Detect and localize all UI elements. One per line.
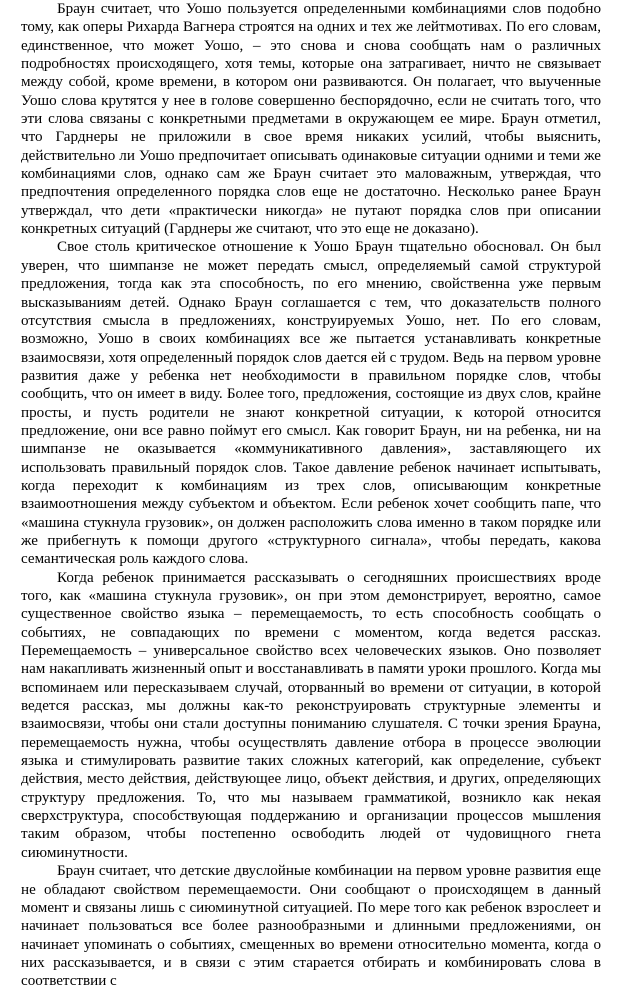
paragraph-2: Свое столь критическое отношение к Уошо Браун тщательно обосновал. Он был уверен, что шимпанзе не может передать смысл, определяемый самой структурой предложения, тогда как эта способность, по его мнению, свойственна уже первым высказываниям детей. Однако Браун соглашается с тем, что доказательств полного отсутствия смысла в предложениях, конструируемых Уошо, нет. По его словам, возможно, Уошо в своих комбинациях все же пытается устанавливать конкретные взаимосвязи, хотя определенный порядок слов дается ей с трудом. Ведь на первом уровне развития даже у ребенка нет необходимости в правильном порядке слов, чтобы сообщить, что он имеет в виду. Более того, предложения, состоящие из двух слов, крайне просты, и пусть родители не знают конкретной ситуации, к которой относится предложение, они все равно поймут его смысл. Как говорит Браун, ни на ребенка, ни на шимпанзе не оказывается «коммуникативного давления», заставляющего их использовать правильный порядок слов. Такое давление ребенок начинает испытывать, когда переходит к комбинациям из трех слов, описывающим конкретные взаимоотношения между субъектом и объектом. Если ребенок хочет сообщить папе, что «машина стукнула грузовик», он должен расположить слова именно в таком порядке или же прибегнуть к помощи другого «структурного сигнала», чтобы передать, какова семантическая роль каждого слова. bbox=[21, 239, 601, 568]
document-page bbox=[21, 0, 601, 991]
paragraph-4: Браун считает, что детские двуслойные комбинации на первом уровне развития еще не обладают свойством перемещаемости. Они сообщают о происходящем в данный момент и связаны лишь с сиюминутной ситуацией. По мере того как ребенок взрослеет и начинает пользоваться все более разнообразными и длинными предложениями, он начинает упоминать о событиях, смещенных во времени относительно момента, когда о них рассказывается, и в связи с этим старается отбирать и комбинировать слова в соответствии с bbox=[21, 863, 601, 990]
paragraph-1: Браун считает, что Уошо пользуется определенными комбинациями слов подобно тому, как оперы Рихарда Вагнера строятся на одних и тех же лейтмотивах. По его словам, единственное, что может Уошо, – это снова и снова сообщать нам о различных подробностях происходящего, хотя темы, которые она затрагивает, ничто не связывает между собой, кроме времени, в котором они развиваются. Он полагает, что выученные Уошо слова крутятся у нее в голове совершенно беспорядочно, если не считать того, что эти слова связаны с конкретными предметами в окружающем ее мире. Браун отметил, что Гарднеры не приложили в свое время никаких усилий, чтобы выяснить, действительно ли Уошо предпочитает описывать одинаковые ситуации одними и теми же комбинациями слов, однако сам же Браун считает это маловажным, утверждая, что предпочтения определенного порядка слов еще не достаточно. Несколько ранее Браун утверждал, что дети «практически никогда» не путают порядка слов при описании конкретных ситуаций (Гарднеры же считают, что это еще не доказано). bbox=[21, 1, 601, 238]
paragraph-3: Когда ребенок принимается рассказывать о сегодняшних происшествиях вроде того, как «машина стукнула грузовик», он при этом демонстрирует, вероятно, самое существенное свойство языка – перемещаемость, то есть способность сообщать о событиях, не совпадающих по времени с моментом, когда ведется рассказ. Перемещаемость – универсальное свойство всех человеческих языков. Оно позволяет нам накапливать жизненный опыт и восстанавливать в памяти уроки прошлого. Когда мы вспоминаем или пересказываем случай, оторванный во времени от ситуации, в которой ведется рассказ, мы должны как-то реконструировать структурные элементы и взаимосвязи, чтобы они стали доступны пониманию слушателя. С точки зрения Брауна, перемещаемость нужна, чтобы осуществлять давление отбора в процессе эволюции языка и стимулировать развитие таких сложных категорий, как определение, субъект действия, место действия, действующее лицо, объект действия, и других, определяющих структуру предложения. То, что мы называем грамматикой, возникло как некая сверхструктура, способствующая поддержанию и организации процессов мышления таким образом, чтобы постепенно освободить людей от чудовищного гнета сиюминутности. bbox=[21, 569, 601, 861]
